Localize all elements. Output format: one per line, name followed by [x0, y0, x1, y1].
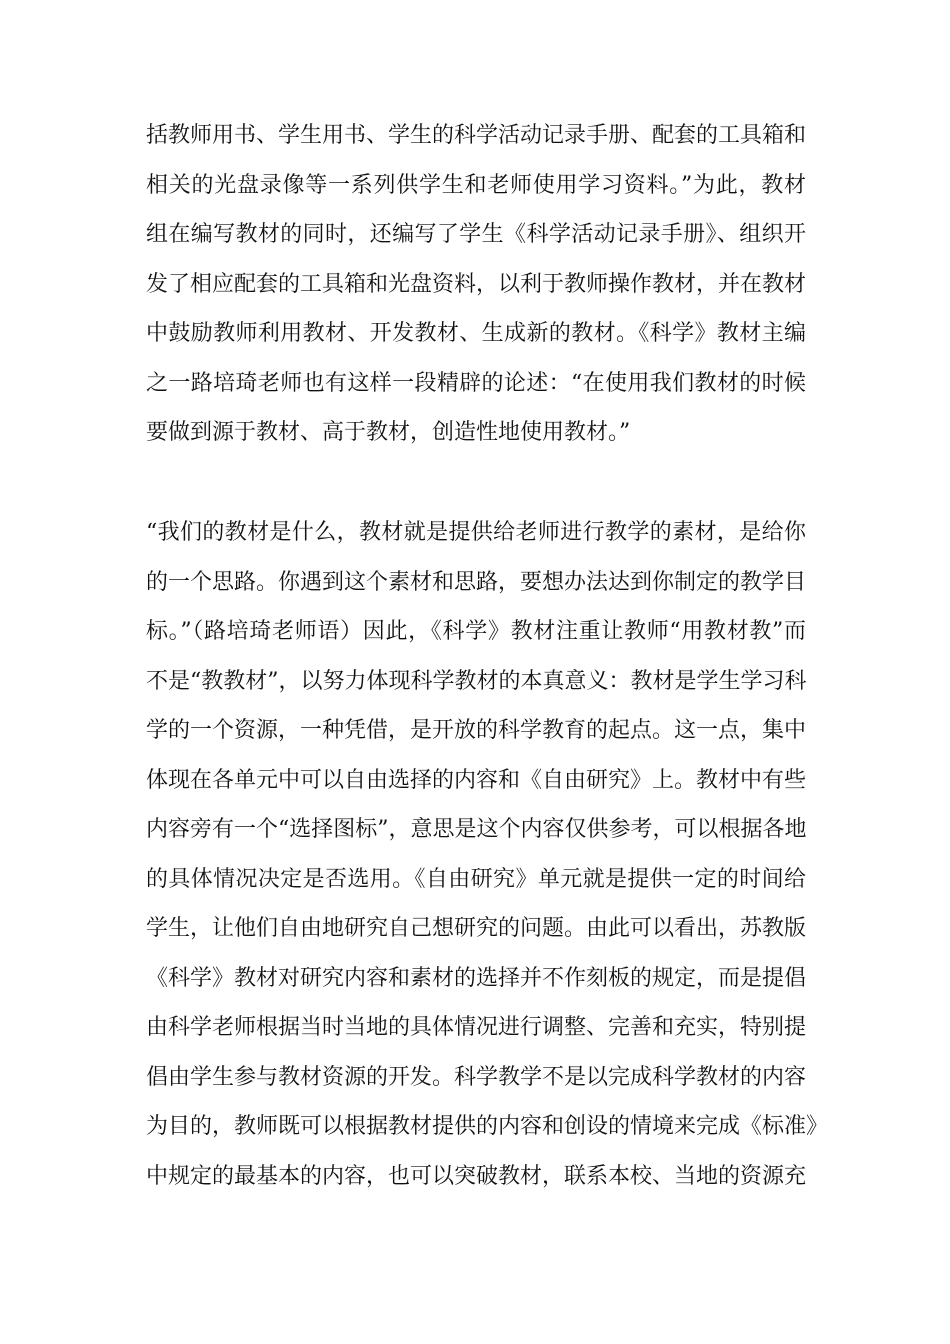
text-line: 要做到源于教材、高于教材，创造性地使用教材。”	[146, 420, 631, 445]
text-line: 体现在各单元中可以自由选择的内容和《自由研究》上。教材中有些	[146, 767, 807, 793]
text-line: 内容旁有一个“选择图标”，意思是这个内容仅供参考，可以根据各地	[146, 817, 807, 842]
text-line: 组在编写教材的同时，还编写了学生《科学活动记录手册》、组织开	[146, 222, 806, 247]
paragraph-2	[146, 508, 829, 1201]
text-line: 由科学老师根据当时当地的具体情况进行调整、完善和充实，特别提	[146, 1015, 807, 1040]
text-line: 倡由学生参与教材资源的开发。科学教学不是以完成科学教材的内容	[146, 1064, 807, 1090]
text-line: 为目的，教师既可以根据教材提供的内容和创设的情境来完成《标准》	[146, 1114, 829, 1139]
text-line: “我们的教材是什么，教材就是提供给老师进行教学的素材，是给你	[146, 520, 806, 545]
text-line: 标。”（路培琦老师语）因此，《科学》教材注重让教师“用教材教”而	[146, 619, 806, 644]
text-line: 不是“教教材”，以努力体现科学教材的本真意义：教材是学生学习科	[146, 668, 807, 694]
text-line: 发了相应配套的工具箱和光盘资料，以利于教师操作教材，并在教材	[146, 271, 807, 297]
text-line: 《科学》教材对研究内容和素材的选择并不作刻板的规定，而是提倡	[146, 965, 807, 991]
text-line: 中鼓励教师利用教材、开发教材、生成新的教材。《科学》教材主编	[146, 321, 806, 346]
text-line: 学生，让他们自由地研究自己想研究的问题。由此可以看出，苏教版	[146, 916, 807, 941]
text-line: 学的一个资源，一种凭借，是开放的科学教育的起点。这一点，集中	[146, 718, 807, 743]
text-line: 相关的光盘录像等一系列供学生和老师使用学习资料。”为此，教材	[146, 172, 806, 198]
text-line: 中规定的最基本的内容，也可以突破教材，联系本校、当地的资源充	[146, 1163, 807, 1189]
paragraph-1	[146, 111, 806, 458]
text-line: 的具体情况决定是否选用。《自由研究》单元就是提供一定的时间给	[146, 866, 806, 892]
text-line: 括教师用书、学生用书、学生的科学活动记录手册、配套的工具箱和	[146, 123, 807, 148]
text-line: 的一个思路。你遇到这个素材和思路，要想办法达到你制定的教学目	[146, 569, 807, 595]
text-line: 之一路培琦老师也有这样一段精辟的论述：“在使用我们教材的时候	[146, 370, 806, 396]
